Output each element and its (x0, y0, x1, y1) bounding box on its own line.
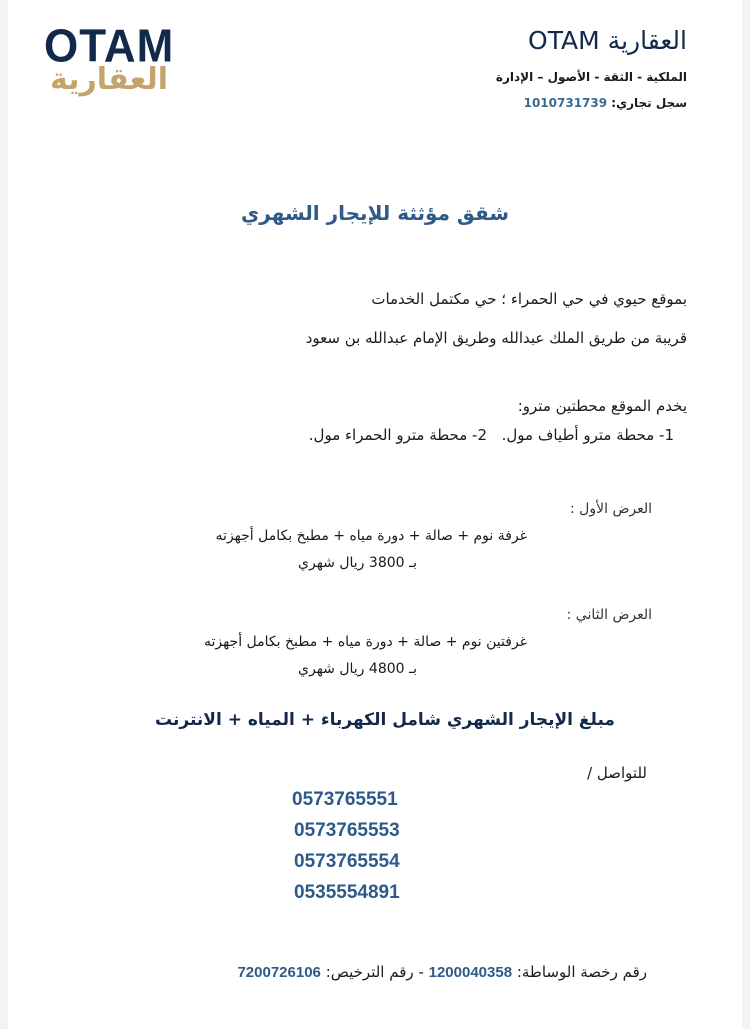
brokerage-number: 1200040358 (428, 964, 513, 981)
metro-station-2: 2- محطة مترو الحمراء مول. (308, 426, 487, 444)
location-line-1: بموقع حيوي في حي الحمراء ؛ حي مكتمل الخدمات (371, 290, 687, 308)
logo-otam: OTAM (44, 20, 175, 73)
offer-1-description: غرفة نوم + صالة + دورة مياه + مطبخ بكامل أجهزته (215, 528, 527, 544)
metro-intro: يخدم الموقع محطتين مترو: (517, 397, 687, 415)
offer-2-heading: العرض الثاني : (566, 607, 652, 623)
separator: - (418, 963, 424, 981)
offer-1-price: بـ 3800 ريال شهري (298, 555, 417, 571)
offer-1-heading: العرض الأول : (570, 501, 652, 517)
phone-2[interactable]: 0573765553 (294, 820, 400, 841)
page-title: شقق مؤثثة للإيجار الشهري (240, 201, 510, 225)
cr-number: 1010731739 (523, 96, 608, 110)
offer-2-description: غرفتين نوم + صالة + دورة مياه + مطبخ بكامل أجهزته (203, 634, 527, 650)
logo-arabic: العقارية (50, 62, 169, 97)
phone-3[interactable]: 0573765554 (294, 851, 400, 872)
brand-name: العقارية OTAM (528, 26, 687, 55)
contact-label: للتواصل / (587, 764, 647, 782)
license-footer (237, 963, 647, 981)
license-number: 7200726106 (237, 964, 321, 981)
license-label: رقم الترخيص: (325, 963, 414, 981)
location-line-2: قريبة من طريق الملك عبدالله وطريق الإمام عبدالله بن سعود (305, 329, 687, 347)
inclusive-note: مبلغ الإيجار الشهري شامل الكهرباء + المياه + الانترنت (155, 710, 615, 730)
phone-4[interactable]: 0535554891 (294, 882, 400, 903)
metro-station-1: 1- محطة مترو أطياف مول. (501, 426, 674, 444)
document-page (8, 0, 742, 1029)
offer-2-price: بـ 4800 ريال شهري (298, 661, 417, 677)
cr-label: سجل تجاري: (611, 96, 687, 110)
brokerage-label: رقم رخصة الوساطة: (516, 963, 647, 981)
tagline: الملكية - الثقة - الأصول – الإدارة (495, 70, 687, 84)
commercial-register (524, 96, 687, 110)
phone-1[interactable]: 0573765551 (292, 789, 398, 810)
